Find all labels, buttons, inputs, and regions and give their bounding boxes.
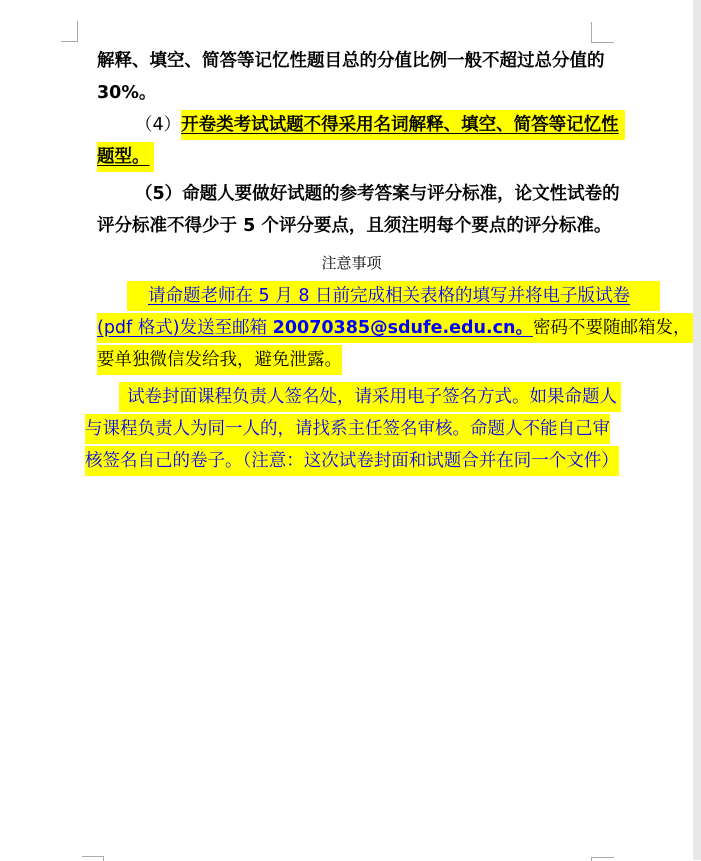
app-background-strip — [693, 0, 701, 860]
highlighted-text-run — [119, 382, 621, 412]
highlighted-text-run: 要单独微信发给我，避免泄露。 — [97, 345, 342, 375]
highlighted-text-run — [85, 414, 610, 444]
doc-line-memory-limit-2[interactable] — [97, 78, 156, 108]
underlined-blue-text: 请命题老师在 5 月 8 日前完成相关表格的填写并将电子版试卷 — [148, 286, 631, 306]
doc-line-answer-standard-2[interactable] — [97, 211, 611, 241]
doc-line-signature-3[interactable] — [85, 446, 619, 476]
doc-line-submission-2[interactable] — [97, 313, 701, 343]
text-boundary-mark-top-left-icon — [61, 21, 78, 42]
highlighted-text-run — [127, 281, 660, 311]
text-run: 30%。 — [97, 83, 157, 103]
text-boundary-mark-bottom-left-icon — [82, 856, 104, 861]
underlined-blue-text: (pdf 格式)发送至邮箱 — [97, 318, 273, 338]
doc-line-signature-2[interactable] — [85, 414, 610, 444]
highlighted-text-run: 开卷类考试试题不得采用名词解释、填空、简答等记忆性 — [181, 110, 625, 140]
text-run: 解释、填空、简答等记忆性题目总的分值比例一般不超过总分值的 — [97, 51, 605, 71]
highlighted-text-run — [85, 446, 619, 476]
doc-line-answer-standard-1[interactable] — [135, 179, 620, 209]
highlighted-text-run — [97, 313, 701, 343]
doc-line-signature-1[interactable] — [119, 382, 621, 412]
heading-text: 注意事项 — [321, 254, 382, 272]
text-run: （5）命题人要做好试题的参考答案与评分标准，论文性试卷的 — [135, 184, 620, 204]
text-boundary-mark-bottom-right-icon — [591, 857, 614, 861]
text-run: 评分标准不得少于 5 个评分要点，且须注明每个要点的评分标准。 — [97, 216, 612, 236]
blue-text: 试卷封面课程负责人签名处，请采用电子签名方式。如果命题人 — [127, 387, 617, 407]
doc-line-open-book-2[interactable] — [97, 142, 154, 172]
blue-text: 核签名自己的卷子。（注意：这次试卷封面和试题合并在同一个文件） — [85, 451, 619, 471]
notice-heading[interactable] — [97, 248, 606, 278]
blue-text: 与课程负责人为同一人的，请找系主任签名审核。命题人不能自己审 — [85, 419, 610, 439]
doc-line-submission-3[interactable] — [97, 345, 342, 375]
text-run: 密码不要随邮箱发， — [532, 318, 691, 338]
text-boundary-mark-top-right-icon — [591, 22, 614, 43]
doc-line-open-book-1[interactable] — [135, 110, 625, 140]
highlighted-text-run: 题型。 — [97, 142, 154, 172]
doc-line-memory-limit-1[interactable] — [97, 46, 605, 76]
email-link[interactable]: 20070385@sdufe.edu.cn。 — [272, 318, 533, 338]
list-numbering: （4） — [135, 115, 182, 135]
doc-line-submission-1[interactable] — [127, 281, 660, 311]
